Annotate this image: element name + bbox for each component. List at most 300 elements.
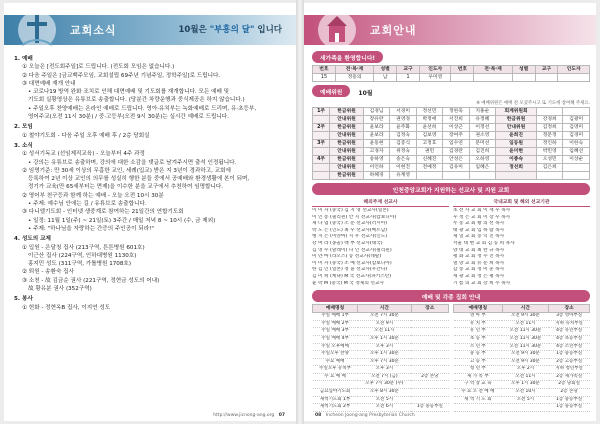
news-line: ② 퇴원 - 송환숙 집사	[22, 269, 74, 276]
news-line: ① 철야기도회 - 다음 주일 오후 예배 후 / 2층 당회실	[22, 132, 150, 139]
section-heading: 3. 소식	[14, 142, 33, 149]
welcome-col-header: 성별	[374, 66, 397, 74]
staff-cell: 한금위원	[330, 172, 364, 180]
table-row	[454, 404, 590, 412]
schedule-cell: 오전 7시 30분	[358, 313, 412, 321]
table-row	[313, 132, 590, 140]
welcome-cell: 15	[313, 74, 336, 82]
table-row	[313, 164, 590, 172]
staff-cell: 3주	[313, 140, 330, 148]
guide-content	[312, 51, 590, 412]
month-theme: 10월은 "부흥의 달" 입니다	[178, 25, 282, 35]
table-row	[313, 381, 449, 389]
domestic-entry: 평 화 교 회 정 수 진 목사	[453, 254, 505, 260]
domestic-entry: 제 일 교 회 송 덕 진 목사	[453, 234, 505, 240]
overseas-entry: 윤 박 M (중국) M 국 정제의 선교사	[312, 280, 384, 286]
table-row	[454, 343, 590, 351]
staff-cell: 서진희	[443, 116, 469, 124]
table-row	[313, 156, 590, 164]
table-row	[313, 313, 449, 321]
schedule-cell: 오전 10시	[502, 389, 549, 397]
staff-cell: 김정숙	[390, 132, 416, 140]
schedule-table-right	[453, 304, 590, 412]
left-page-title: 교회소식	[70, 24, 117, 37]
news-line: 이근산 집사 (224구역, 인하대병원 1130호)	[28, 252, 137, 259]
staff-cell: 한금위원	[330, 140, 364, 148]
schedule-cell	[411, 343, 448, 351]
news-line: • 일정: 11월 1일(주) ~ 21일(토) 3주간 / 매일 저녁 8 ~ 10시 (수, 금 제외)	[28, 217, 216, 224]
staff-cell: 정선희	[496, 164, 537, 172]
staff-cell: 안내위원	[330, 164, 364, 172]
staff-cell: 김진희	[469, 148, 495, 156]
schedule-cell	[313, 381, 358, 389]
news-line: ① 오늘은 [전도회주일]로 드립니다. (전도회 모임은 없습니다.)	[22, 64, 175, 71]
schedule-cell: 수 요 오 전 예 배	[454, 389, 503, 397]
staff-cell: 신혜진	[416, 156, 442, 164]
staff-cell: 유계영	[390, 172, 416, 180]
schedule-cell: 오전 11시	[502, 320, 549, 328]
schedule-cell: 영 아 부	[454, 313, 503, 321]
staff-month: 10월	[358, 89, 373, 97]
news-line: • 주제: 예수님 안에는 길 / 유튜브로 송출합니다.	[28, 201, 147, 208]
welcome-cell: 우미영	[419, 74, 451, 82]
schedule-cell	[502, 404, 549, 412]
staff-cell: 이상근	[443, 124, 469, 132]
schedule-cell: 1층 중등부실	[549, 351, 590, 359]
right-page-church-guide	[304, 3, 596, 421]
right-footer: 08 Incheon Joong-ang Presbyterian Church	[315, 413, 415, 418]
staff-cell: 임수연	[443, 140, 469, 148]
staff-cell: 권소영	[469, 132, 495, 140]
staff-cell: 김경란	[443, 148, 469, 156]
staff-note: ※ 예배위원은 예배 전 모셨주시고 또 기도에 참여해 주세요.	[476, 101, 590, 106]
schedule-cell: 수 요 예 배	[313, 373, 358, 381]
table-row	[454, 389, 590, 397]
schedule-cell: 고 등 부	[454, 358, 503, 366]
schedule-cell: 소 년 부	[454, 343, 503, 351]
staff-cell: 안내위원	[330, 132, 364, 140]
staff-cell: 안내위원	[330, 116, 364, 124]
staff-cell: 김영미	[563, 124, 590, 132]
table-row	[313, 335, 449, 343]
staff-cell: 김광미	[563, 116, 590, 124]
news-line: • 코로나19 방역 완화 조치로 인해 대면예배 및 기도회를 재개합니다. 모든 예배 및	[28, 89, 230, 96]
staff-cell: 한금위원	[330, 124, 364, 132]
staff-cell: 윤보라	[363, 132, 389, 140]
schedule-col-header: 시간	[358, 305, 412, 313]
schedule-cell: 1층 중등부실	[549, 404, 590, 412]
welcome-col-header: 전·목·재	[335, 66, 373, 74]
news-line: ① 성서기독교 (선임제직교육) - 오늘부터 4주 과정	[22, 151, 145, 158]
schedule-cell: 초 등 부	[454, 335, 503, 343]
schedule-cell	[411, 320, 448, 328]
staff-cell: 서경미	[390, 108, 416, 116]
schedule-cell: 새벽기도회 1부	[313, 396, 358, 404]
schedule-cell: 구 역 장 교 육	[454, 381, 503, 389]
table-row	[313, 116, 590, 124]
table-row	[313, 148, 590, 156]
staff-cell: 하혜경	[363, 172, 389, 180]
staff-cell	[469, 172, 495, 180]
schedule-cell: 3층 영아부실	[549, 313, 590, 321]
domestic-entry: 양 대 교 회 최 완 규 목사	[453, 247, 505, 253]
news-line: ③ 대면예배 재개 안내	[22, 80, 76, 87]
staff-cell: 김정희	[537, 124, 563, 132]
staff-cell: 김증식	[390, 140, 416, 148]
schedule-cell: 2층 본당	[411, 373, 448, 381]
staff-cell: 지홍순	[469, 108, 495, 116]
table-row	[313, 351, 449, 359]
overseas-entry: 김 미 희 (케냐) M 국 선교사(파키스탄)	[312, 273, 392, 279]
staff-cell: 박정애	[416, 116, 442, 124]
schedule-cell: 오후 3시	[358, 343, 412, 351]
schedule-cell: 4층 초등부실	[549, 335, 590, 343]
schedule-cell: 오후 8시 30분	[358, 389, 412, 397]
table-row	[313, 358, 449, 366]
welcome-cell: 1	[397, 74, 420, 82]
staff-cell: 장여주	[443, 132, 469, 140]
staff-cell: 김경미	[563, 132, 590, 140]
welcome-cell: 정동의	[335, 74, 373, 82]
staff-cell	[313, 164, 330, 172]
staff-cell: 오성민	[537, 156, 563, 164]
schedule-grid	[312, 304, 590, 412]
table-row	[454, 396, 590, 404]
new-family-table	[312, 65, 590, 82]
table-row	[454, 313, 590, 321]
section-heading: 1. 예배	[14, 56, 33, 62]
domestic-entry: 두 봉 교 회 황 의 선 목사	[453, 221, 505, 227]
schedule-cell: 오전 11시 30분	[502, 343, 549, 351]
cross-emblem-icon	[14, 7, 60, 53]
staff-cell	[496, 172, 537, 180]
schedule-cell: 새 벽 기 도 회	[454, 396, 503, 404]
missions-grid	[312, 197, 590, 287]
staff-cell: 전예정	[416, 164, 442, 172]
staff-cell: 문미선	[469, 140, 495, 148]
staff-cell: 1주	[313, 108, 330, 116]
staff-cell: 이종숙	[496, 156, 537, 164]
staff-cell: 4주	[313, 156, 330, 164]
news-line: 故 황유분 권사 (352구역)	[28, 286, 92, 293]
staff-cell: 위정숙	[390, 148, 416, 156]
table-row	[454, 373, 590, 381]
schedule-cell: 주일 오후예배	[313, 343, 358, 351]
staff-cell: 김은희	[537, 164, 563, 172]
table-row	[313, 373, 449, 381]
schedule-cell: 오후 7시 30분	[358, 358, 412, 366]
schedule-cell: 지하 유치부실	[549, 320, 590, 328]
staff-cell: 정한욱	[443, 108, 469, 116]
schedule-cell: 오전 11시 30분	[502, 328, 549, 336]
staff-cell: 고정호	[416, 140, 442, 148]
staff-cell: 박민영	[537, 148, 563, 156]
overseas-entry: 이 미 자 (중국) 조 예 선교사(캄보디아)	[312, 260, 392, 266]
schedule-cell: 오후 3시	[358, 366, 412, 374]
staff-cell: 고경자	[363, 148, 389, 156]
schedule-cell	[411, 335, 448, 343]
table-row	[454, 366, 590, 374]
schedule-cell	[411, 313, 448, 321]
domestic-entry: 기 쁨 의 교 회 강 희 수 목사	[453, 280, 511, 286]
overseas-entry: 김 영 수 (말레이) 다 인 선교사(필리핀)	[312, 247, 392, 253]
schedule-cell: 청 년 부	[454, 366, 503, 374]
schedule-cell: 주일 예배 2부	[313, 320, 358, 328]
right-page-title: 교회안내	[370, 24, 417, 37]
schedule-cell	[411, 381, 448, 389]
staff-cell: 송은숙	[390, 156, 416, 164]
staff-cell: 강경희	[537, 116, 563, 124]
news-line: 영어주교(오전 11시 30분) / 중·고등부(오전 9시 30분)는 실시간 예배로 드립니다.	[28, 114, 229, 121]
staff-cell	[537, 172, 563, 180]
schedule-cell: 오후 1시 30분	[502, 381, 549, 389]
schedule-col-header: 시간	[502, 305, 549, 313]
schedule-col-header: 장소	[549, 305, 590, 313]
schedule-cell	[411, 396, 448, 404]
schedule-cell: 주일 예배 4부	[313, 335, 358, 343]
welcome-col-header: 전·목·재	[474, 66, 512, 74]
staff-cell: 한금위원	[330, 156, 364, 164]
schedule-cell: 새 가 족 부	[454, 373, 503, 381]
staff-cell: 한금위원	[330, 108, 364, 116]
table-row	[454, 358, 590, 366]
schedule-cell: 오전 6시	[358, 404, 412, 412]
staff-cell: 권민	[416, 148, 442, 156]
schedule-cell	[411, 328, 448, 336]
schedule-cell: 오전 11시	[502, 373, 549, 381]
schedule-cell: 4층 소년부실	[549, 343, 590, 351]
section-heading: 4. 성도의 교제	[14, 236, 51, 243]
staff-cell: 이상순	[563, 156, 590, 164]
welcome-col-header: 인도자	[558, 66, 590, 74]
table-row	[313, 74, 590, 82]
left-footer: http://www.jicnong-ang.org 07	[213, 413, 285, 418]
schedule-cell: 4층 유년부실	[549, 328, 590, 336]
staff-cell	[313, 148, 330, 156]
schedule-cell: 2층 새가족실	[549, 373, 590, 381]
schedule-cell	[411, 358, 448, 366]
news-line: • 주제: "하나님을 자랑하는 간증의 주인공이 되라!"	[28, 225, 154, 232]
schedule-cell: 오후 1시 30분	[358, 335, 412, 343]
table-row	[454, 381, 590, 389]
schedule-cell: 2층 고등부실	[549, 358, 590, 366]
staff-cell: 김경님	[363, 108, 389, 116]
table-row	[454, 328, 590, 336]
welcome-cell	[535, 74, 558, 82]
news-line: ③ 다니엘기도회 - 인터넷 생중계로 참여하는 21일간의 연합기도회	[22, 209, 184, 216]
staff-cell: 이정선	[469, 124, 495, 132]
schedule-cell	[411, 351, 448, 359]
news-line: ③ 소천 - 故 김금순 권사 (221구역, 정현금 성도의 어내)	[22, 277, 160, 284]
schedule-cell: 주일오후 유치부	[313, 366, 358, 374]
staff-cell: 윤선희	[416, 124, 442, 132]
staff-cell	[313, 116, 330, 124]
missions-heading: 인천중앙교회가 지원하는 선교사 및 지원 교회	[312, 183, 590, 195]
domestic-entry: 열 망 교 회 유 문 희 목사	[453, 260, 505, 266]
welcome-cell: 남	[374, 74, 397, 82]
news-line: 기도회 실황영상은 유튜브로 송출합니다. (당분간 차량운행과 중식제공은 하지 않습니다.)	[28, 97, 245, 104]
table-row	[454, 335, 590, 343]
schedule-cell	[411, 389, 448, 397]
domestic-entry: 서울 대 현 교 회 김 동 희 목사	[453, 240, 515, 246]
schedule-cell: 오전 11시 30분	[502, 335, 549, 343]
section-heading: 5. 봉사	[14, 296, 33, 303]
worship-staff-table	[312, 107, 590, 180]
schedule-cell: 유 년 부	[454, 328, 503, 336]
schedule-table-left	[312, 304, 449, 412]
schedule-cell: 중 등 부	[454, 351, 503, 359]
schedule-col-header: 장소	[411, 305, 448, 313]
domestic-entry: 세 광 교 회 정 은 평 목사	[453, 273, 505, 279]
section-heading: 2. 모임	[14, 124, 33, 131]
welcome-cell	[451, 74, 474, 82]
table-row	[313, 389, 449, 397]
table-row	[454, 351, 590, 359]
news-line: 정기가 교육(만 65세부터는 면제)을 이수한 분을 교구에서 추천하여 임명합니다.	[28, 184, 223, 191]
table-row	[313, 404, 449, 412]
table-row	[313, 140, 590, 148]
staff-cell: 윤희진	[496, 132, 537, 140]
welcome-col-header: 번호	[313, 66, 336, 74]
table-row	[313, 320, 449, 328]
overseas-entry: 강 여 라 (몽골) 백 부 선교사(태국)	[312, 240, 383, 246]
staff-cell: 윤미현	[496, 148, 537, 156]
schedule-cell: 금요심야기도회	[313, 389, 358, 397]
news-line: • 강의는 유튜브로 송출하며, 강의에 대한 소감을 댓글로 남겨주시면 출석 인정됩니다.	[28, 159, 237, 166]
staff-cell: 임혜선	[563, 148, 590, 156]
domestic-entry: 태 광 교 회 임 하 람 목사	[453, 227, 505, 233]
staff-cell: 안성은	[443, 156, 469, 164]
schedule-cell: 새벽기도회 2부	[313, 404, 358, 412]
table-row	[313, 172, 590, 180]
overseas-entry: 이 인 봉 (필리핀) 안 지 선교사(캄보디아)	[312, 214, 397, 220]
schedule-cell: 오전 11시	[358, 328, 412, 336]
schedule-cell: 1층 중등부실	[549, 396, 590, 404]
overseas-entry: 이 미 자 (중국) 김 지 영 선교사(일본)	[312, 208, 389, 213]
overseas-entry: 병 지 은 (미얀마) 지 우 선교사(인도)	[312, 234, 388, 240]
domestic-churches	[453, 197, 590, 287]
news-line: ② 임명기준: 만 30세 이상의 무흠한 교인, 세례(입교) 받은 지 3년이 경과하고, 교회에	[22, 167, 231, 174]
schedule-cell: 1층 중등부실	[411, 404, 448, 412]
schedule-cell: 오후 2시	[502, 366, 549, 374]
staff-cell: 2주	[313, 124, 330, 132]
staff-cell: 회계위원회	[496, 108, 537, 116]
church-emblem-icon	[314, 7, 360, 53]
schedule-cell: 오전 5시	[502, 396, 549, 404]
news-line: 등록하여 2년 이상 교인의 의무를 성실히 행한 분들 중에서 공예배와 환경생활에 본이 되며,	[28, 176, 250, 183]
welcome-col-header: 교구	[397, 66, 420, 74]
domestic-entry: 초 선 사 교 회 이 재 우 목사	[453, 208, 511, 213]
staff-cell: 한금위원	[496, 116, 537, 124]
schedule-cell: 오전 5시	[358, 396, 412, 404]
staff-cell: 안내위원	[496, 124, 537, 132]
overseas-entry: 박 도 은 (인도) 최 우 선교사(베트남)	[312, 227, 388, 233]
staff-heading: 예배위원	[312, 85, 350, 97]
staff-cell	[563, 108, 590, 116]
news-content	[14, 53, 290, 312]
page-gutter	[296, 0, 304, 424]
staff-cell: 윤동현	[363, 140, 389, 148]
schedule-cell: 오전 9시 30분	[502, 351, 549, 359]
staff-cell: 김보영	[416, 132, 442, 140]
schedule-col-header: 예배명칭	[313, 305, 358, 313]
schedule-cell: 오전 9시 30분	[502, 313, 549, 321]
table-row	[313, 328, 449, 336]
schedule-cell: 주일 예배 1부	[313, 313, 358, 321]
welcome-col-header: 성별	[512, 66, 535, 74]
news-line: • 주일오후 찬양예배는 온라인 예배로 드립니다. 영아·유치부는 녹화예배로 드리며, 유·초등부,	[28, 105, 257, 112]
domestic-entry: 우 정 은 교 회 이 장 우 목사	[453, 214, 511, 220]
staff-cell: 윤주화	[390, 124, 416, 132]
welcome-cell	[558, 74, 590, 82]
staff-cell: 임동원	[496, 140, 537, 148]
schedule-cell: 오전 7시 (금)	[358, 373, 412, 381]
overseas-entry: 제 나 엽 (중국) 소 문 선교사(러시아)	[312, 221, 388, 227]
staff-cell	[563, 172, 590, 180]
table-row	[313, 366, 449, 374]
news-line: ① 헌화 - 정현옥B 집사, 이지연 성도	[22, 304, 111, 311]
welcome-heading: 새가족을 환영합니다!	[312, 51, 383, 63]
staff-cell: 정인하	[537, 140, 563, 148]
overseas-entry: 미 얀 마 (라오스) 동 선교사(네팔)	[312, 254, 382, 260]
staff-cell: 이현진	[390, 164, 416, 172]
welcome-col-header: 교구	[535, 66, 558, 74]
staff-cell: 유정혜	[469, 116, 495, 124]
table-row	[313, 396, 449, 404]
staff-cell: 권영경	[390, 116, 416, 124]
schedule-cell: 지하 청년부실	[549, 366, 590, 374]
staff-cell	[313, 172, 330, 180]
staff-cell: 이인하	[363, 164, 389, 172]
schedule-cell: 오전 9시	[358, 320, 412, 328]
schedule-cell: 2층 당회실	[549, 381, 590, 389]
staff-cell	[563, 164, 590, 172]
schedule-cell: 유 치 부	[454, 320, 503, 328]
table-row	[313, 124, 590, 132]
left-page-church-news	[4, 3, 296, 421]
staff-cell: 정문정	[537, 132, 563, 140]
staff-cell: 이한숙	[563, 140, 590, 148]
table-row	[313, 108, 590, 116]
news-line: ① 입원 - 은달청 집사 (213구역, 튼튼병원 601호)	[22, 244, 145, 251]
staff-header	[312, 85, 590, 99]
welcome-col-header: 인도자	[419, 66, 451, 74]
schedule-cell: 주일오후 찬양	[313, 351, 358, 359]
news-line: 홍지민 성도 (311구역, 가톨병원 1708호)	[28, 261, 132, 268]
staff-cell: 임혜은	[469, 164, 495, 172]
schedule-cell	[454, 404, 503, 412]
table-row	[454, 320, 590, 328]
overseas-missionaries	[312, 197, 449, 287]
schedule-cell: 주일 예배 3부	[313, 328, 358, 336]
schedule-cell: 오후 7시 30분 (수)	[358, 381, 412, 389]
staff-cell	[537, 108, 563, 116]
staff-cell	[416, 172, 442, 180]
staff-cell: 정선민	[416, 108, 442, 116]
schedule-heading: 예배 및 각종 집회 안내	[312, 290, 590, 302]
overseas-title: 해외주재 선교사	[312, 197, 449, 207]
staff-cell: 윤보라	[363, 124, 389, 132]
news-line: ② 다음 주일은 [금교백주모임, 교회설립 69주년 기념주일, 정학주일]로 드립니다.	[22, 72, 221, 79]
staff-cell	[443, 172, 469, 180]
schedule-cell: 오후 1시 30분	[358, 351, 412, 359]
staff-cell: 김유미	[443, 164, 469, 172]
welcome-cell	[474, 74, 512, 82]
staff-cell: 장유란	[363, 116, 389, 124]
schedule-col-header: 예배명칭	[454, 305, 503, 313]
news-line: ② 영어부 천구등과 함께 하는 예배 - 오늘 오전 10시 30분	[22, 192, 164, 199]
staff-cell	[313, 132, 330, 140]
